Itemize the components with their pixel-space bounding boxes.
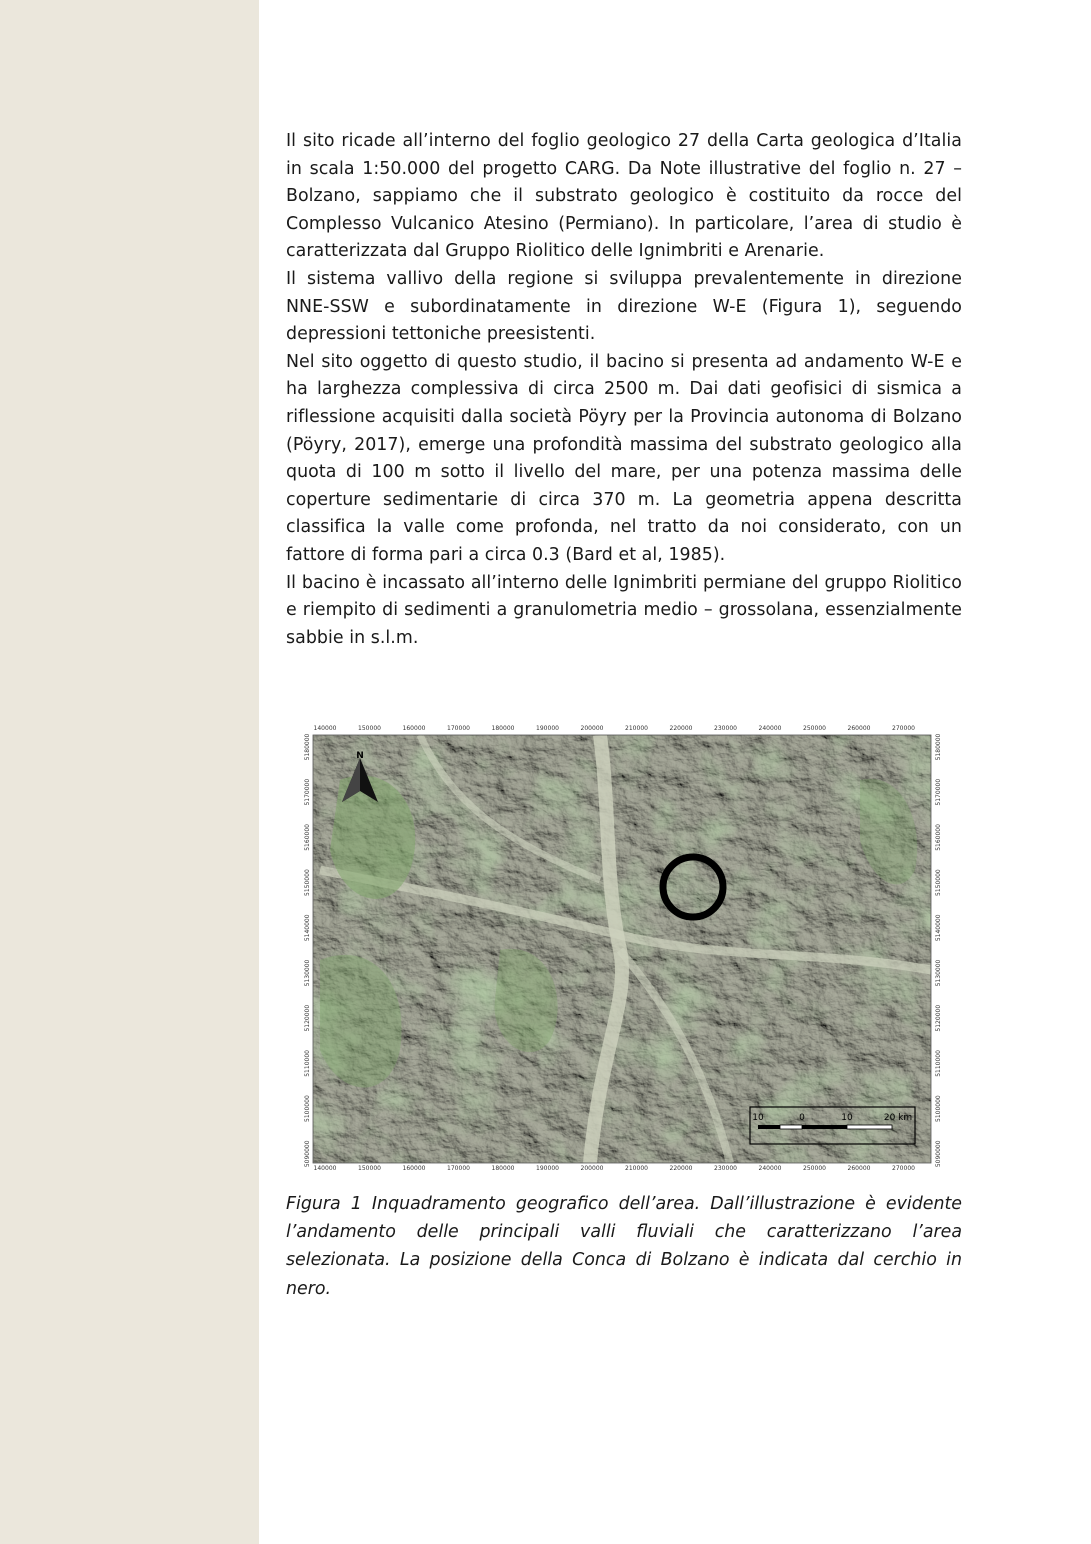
paragraph-1: Il sito ricade all’interno del foglio geologico 27 della Carta geologica d’Italia in scala 1:50.000 del progetto CARG. Da Note illustrative del foglio n. 27 – Bolzano, sappiamo che il substrato geologico è costituito da rocce del Complesso Vulcanico Atesino (Permiano). In particolare, l’area di studio è caratterizzata dal Gruppo Riolitico delle Ignimbriti e Arenarie. — [286, 131, 962, 262]
y-tick-label-left: 5170000 — [304, 778, 311, 806]
y-tick-label-right: 5170000 — [935, 778, 942, 806]
scale-label-20km: 20 km — [883, 1113, 913, 1123]
y-tick-label-left: 5140000 — [304, 914, 311, 942]
north-label: N — [356, 751, 364, 761]
scale-label-10-left: 10 — [752, 1113, 764, 1123]
x-tick-label-bottom: 270000 — [892, 1165, 915, 1170]
y-tick-label-left: 5110000 — [304, 1050, 311, 1077]
x-tick-label-bottom: 240000 — [758, 1165, 782, 1170]
x-tick-label-bottom: 210000 — [625, 1165, 648, 1170]
figure-caption: Figura 1 Inquadramento geografico dell’area. Dall’illustrazione è evidente l’andamento delle principali valli fluviali che caratterizzano l’area selezionata. La posizione della Conca di Bolzano è indicata dal cerchio in nero. — [286, 1194, 962, 1299]
x-tick-labels-bottom — [314, 1165, 916, 1170]
x-tick-label-bottom: 220000 — [669, 1165, 693, 1170]
paragraph-4: Il bacino è incassato all’interno delle Ignimbriti permiane del gruppo Riolitico e riempito di sedimenti a granulometria medio – grossolana, essenzialmente sabbie in s.l.m. — [286, 572, 962, 648]
x-tick-labels-top — [314, 725, 916, 732]
y-tick-label-left: 5180000 — [304, 733, 311, 761]
x-tick-label-bottom: 150000 — [358, 1165, 381, 1170]
y-tick-labels-left — [304, 733, 311, 1167]
paragraph-3: Nel sito oggetto di questo studio, il bacino si presenta ad andamento W-E e ha larghezza complessiva di circa 2500 m. Dai dati geofisici di sismica a riflessione acquisiti dalla società Pöyry per la Provincia autonoma di Bolzano (Pöyry, 2017), emerge una profondità massima del substrato geologico alla quota di 100 m sotto il livello del mare, per una potenza massima delle coperture sedimentarie di circa 370 m. La geometria appena descritta classifica la valle come profonda, nel tratto da noi considerato, con un fattore di forma pari a circa 0.3 (Bard et al, 1985). — [286, 351, 962, 565]
x-tick-label-bottom: 180000 — [491, 1165, 515, 1170]
y-tick-label-right: 5180000 — [935, 733, 942, 761]
y-tick-label-left: 5150000 — [304, 869, 311, 896]
x-tick-label-bottom: 200000 — [580, 1165, 604, 1170]
side-band — [0, 0, 259, 1544]
y-tick-label-left: 5090000 — [304, 1140, 311, 1168]
x-tick-label-top: 250000 — [803, 725, 826, 732]
x-tick-label-bottom: 160000 — [402, 1165, 426, 1170]
y-tick-label-right: 5130000 — [935, 959, 942, 987]
map-terrain — [313, 735, 931, 1163]
x-tick-label-top: 140000 — [313, 725, 337, 732]
x-tick-label-top: 160000 — [402, 725, 426, 732]
x-tick-label-bottom: 230000 — [714, 1165, 737, 1170]
y-tick-label-right: 5100000 — [935, 1095, 942, 1122]
y-tick-label-left: 5160000 — [304, 824, 311, 851]
x-tick-label-top: 180000 — [491, 725, 515, 732]
map-svg — [300, 720, 946, 1170]
y-tick-label-right: 5140000 — [935, 914, 942, 942]
x-tick-label-top: 170000 — [447, 725, 470, 732]
x-tick-label-bottom: 140000 — [313, 1165, 337, 1170]
x-tick-label-top: 270000 — [892, 725, 915, 732]
x-tick-label-bottom: 190000 — [536, 1165, 559, 1170]
body-text — [286, 128, 962, 652]
x-tick-label-top: 220000 — [669, 725, 693, 732]
y-tick-label-right: 5110000 — [935, 1050, 942, 1077]
x-tick-label-top: 260000 — [847, 725, 871, 732]
scale-label-10-right: 10 — [841, 1113, 853, 1123]
x-tick-label-top: 210000 — [625, 725, 648, 732]
x-tick-label-bottom: 260000 — [847, 1165, 871, 1170]
y-tick-label-right: 5160000 — [935, 824, 942, 851]
x-tick-label-bottom: 250000 — [803, 1165, 826, 1170]
geographic-map-figure — [300, 720, 946, 1170]
x-tick-label-top: 230000 — [714, 725, 737, 732]
scale-label-0: 0 — [799, 1113, 805, 1123]
y-tick-label-right: 5150000 — [935, 869, 942, 896]
x-tick-label-top: 240000 — [758, 725, 782, 732]
x-tick-label-top: 200000 — [580, 725, 604, 732]
x-tick-label-top: 150000 — [358, 725, 381, 732]
x-tick-label-bottom: 170000 — [447, 1165, 470, 1170]
y-tick-label-right: 5120000 — [935, 1004, 942, 1032]
y-tick-label-left: 5130000 — [304, 959, 311, 987]
x-tick-label-top: 190000 — [536, 725, 559, 732]
y-tick-label-left: 5100000 — [304, 1095, 311, 1122]
y-tick-labels-right — [935, 733, 942, 1167]
paragraph-2: Il sistema vallivo della regione si sviluppa prevalentemente in direzione NNE-SSW e subordinatamente in direzione W-E (Figura 1), seguendo depressioni tettoniche preesistenti. — [286, 268, 962, 345]
y-tick-label-right: 5090000 — [935, 1140, 942, 1168]
y-tick-label-left: 5120000 — [304, 1004, 311, 1032]
